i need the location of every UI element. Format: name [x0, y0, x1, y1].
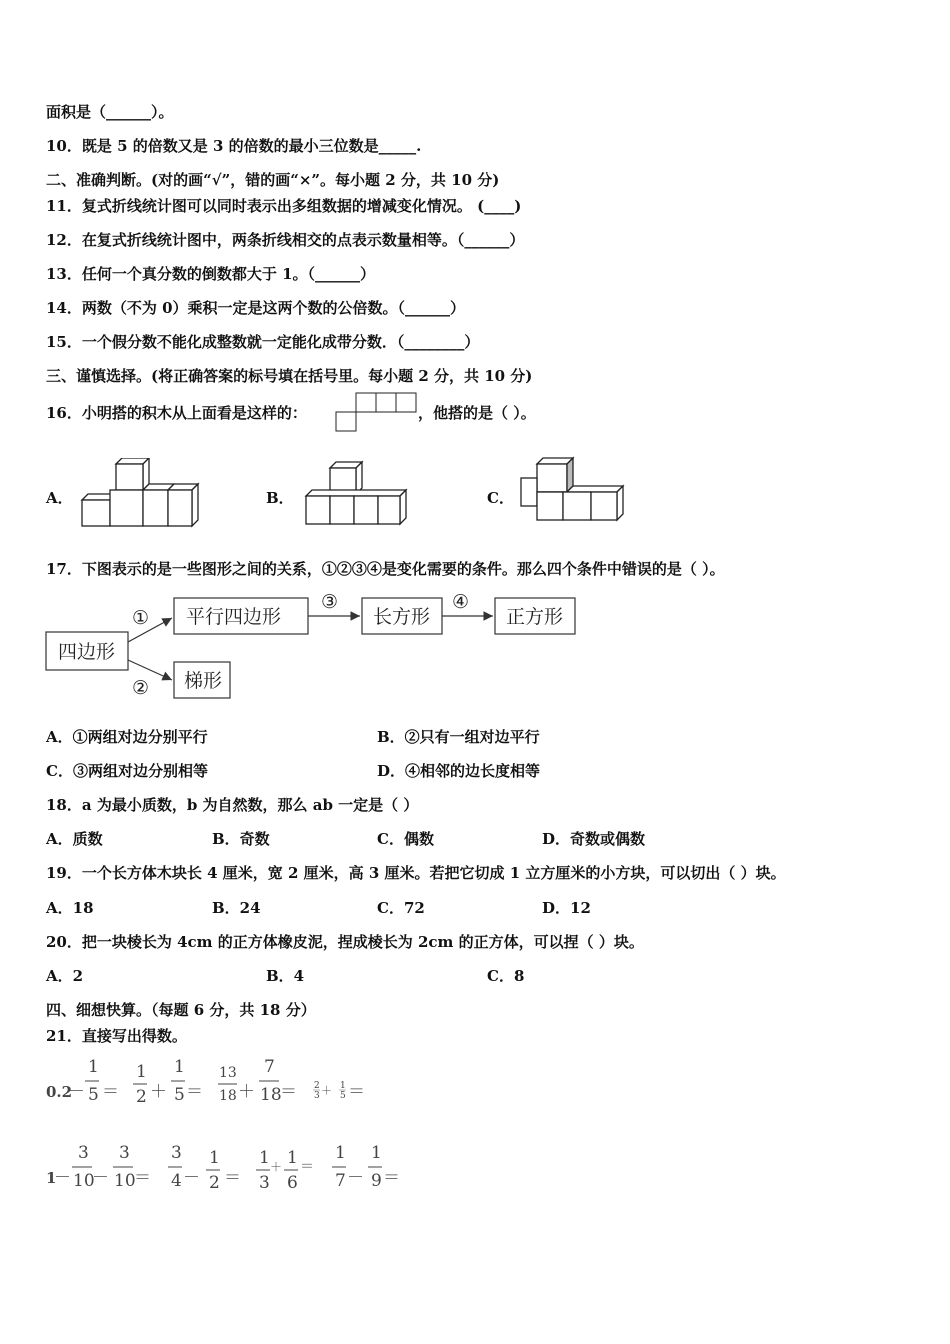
q16-option-a-blocks: [80, 458, 202, 528]
svg-text:2: 2: [209, 1173, 220, 1193]
svg-text:10: 10: [73, 1171, 95, 1191]
question-10: 10．既是 5 的倍数又是 3 的倍数的最小三位数是_____.: [46, 137, 422, 155]
question-14: 14．两数（不为 0）乘积一定是这两个数的公倍数。（______）: [46, 299, 466, 317]
q16-option-c-label: C．: [487, 489, 514, 507]
svg-text:5: 5: [340, 1091, 346, 1101]
svg-text:18: 18: [260, 1085, 282, 1105]
svg-text:＝: ＝: [300, 1159, 314, 1175]
question-11: 11．复式折线统计图可以同时表示出多组数据的增减变化情况。 (____): [46, 197, 522, 215]
shape-relation-diagram: [44, 590, 584, 702]
q20-option-a: A．2: [46, 967, 84, 985]
section-4-heading: 四、细想快算。（每题 6 分，共 18 分）: [46, 1001, 316, 1019]
svg-text:－: －: [183, 1168, 200, 1188]
svg-text:－: －: [68, 1082, 85, 1102]
svg-text:＝: ＝: [383, 1168, 400, 1188]
label-trapezoid: 梯形: [184, 670, 223, 692]
svg-text:＋: ＋: [238, 1082, 255, 1102]
condition-3: ③: [321, 591, 339, 613]
lead-1: 1: [46, 1169, 57, 1187]
question-13: 13．任何一个真分数的倒数都大于 1。（______）: [46, 265, 376, 283]
svg-text:5: 5: [174, 1085, 185, 1105]
q16-option-c-blocks: [517, 456, 635, 528]
svg-text:－: －: [92, 1168, 109, 1188]
q16-option-b-blocks: [300, 458, 418, 528]
svg-text:7: 7: [264, 1057, 275, 1077]
svg-text:＋: ＋: [321, 1084, 332, 1097]
svg-text:－: －: [347, 1168, 364, 1188]
svg-text:1: 1: [259, 1148, 270, 1168]
question-16-text: 16．小明搭的积木从上面看是这样的：: [46, 404, 307, 422]
q17-option-c: C．③两组对边分别相等: [46, 762, 208, 780]
question-17: 17．下图表示的是一些图形之间的关系，①②③④是变化需要的条件。那么四个条件中错误的是（ ）。: [46, 560, 725, 578]
question-20: 20．把一块棱长为 4cm 的正方体橡皮泥，捏成棱长为 2cm 的正方体，可以捏（ ）块。: [46, 933, 644, 951]
svg-text:1: 1: [174, 1057, 185, 1077]
svg-text:1: 1: [136, 1062, 147, 1082]
q17-option-d: D．④相邻的边长度相等: [377, 762, 541, 780]
top-view-grid: [334, 392, 418, 434]
svg-text:＝: ＝: [280, 1082, 297, 1102]
svg-text:1: 1: [209, 1148, 220, 1168]
condition-1: ①: [132, 607, 150, 629]
condition-2: ②: [132, 677, 150, 699]
svg-text:6: 6: [287, 1173, 298, 1193]
svg-text:1: 1: [88, 1057, 99, 1077]
q19-option-b: B．24: [212, 899, 261, 917]
question-19: 19．一个长方体木块长 4 厘米，宽 2 厘米，高 3 厘米。若把它切成 1 立方厘米的小方块，可以切出（ ）块。: [46, 864, 786, 882]
q16-option-a-label: A．: [46, 489, 73, 507]
svg-text:7: 7: [335, 1171, 346, 1191]
q17-option-a: A．①两组对边分别平行: [46, 728, 208, 746]
q19-option-a: A．18: [46, 899, 94, 917]
question-16-tail: ，他搭的是（ ）。: [418, 404, 536, 422]
label-parallelogram: 平行四边形: [186, 606, 282, 628]
svg-text:＝: ＝: [186, 1082, 203, 1102]
svg-text:3: 3: [259, 1173, 270, 1193]
svg-text:1: 1: [371, 1143, 382, 1163]
label-quadrilateral: 四边形: [58, 641, 116, 663]
label-square: 正方形: [506, 606, 564, 628]
q20-option-b: B．4: [266, 967, 305, 985]
q9-tail: 面积是（______）。: [46, 103, 174, 121]
calc-row-1: [44, 1052, 384, 1108]
svg-text:5: 5: [88, 1085, 99, 1105]
condition-4: ④: [452, 591, 470, 613]
svg-text:＋: ＋: [270, 1160, 283, 1174]
q20-option-c: C．8: [487, 967, 525, 985]
question-15: 15．一个假分数不能化成整数就一定能化成带分数．（________）: [46, 333, 480, 351]
svg-text:2: 2: [136, 1087, 147, 1107]
q18-option-c: C．偶数: [377, 830, 434, 848]
svg-text:＝: ＝: [134, 1168, 151, 1188]
svg-text:3: 3: [119, 1143, 130, 1163]
svg-text:4: 4: [171, 1171, 182, 1191]
svg-text:－: －: [54, 1168, 71, 1188]
svg-text:3: 3: [78, 1143, 89, 1163]
svg-text:3: 3: [314, 1091, 320, 1101]
question-18: 18．a 为最小质数，b 为自然数，那么 ab 一定是（ ）: [46, 796, 419, 814]
q18-option-a: A．质数: [46, 830, 103, 848]
svg-text:1: 1: [340, 1081, 346, 1091]
q19-option-c: C．72: [377, 899, 425, 917]
q18-option-d: D．奇数或偶数: [542, 830, 646, 848]
svg-text:2: 2: [314, 1081, 320, 1091]
q19-option-d: D．12: [542, 899, 591, 917]
svg-text:＋: ＋: [150, 1082, 167, 1102]
svg-text:＝: ＝: [224, 1168, 241, 1188]
q16-option-b-label: B．: [266, 489, 294, 507]
svg-text:1: 1: [335, 1143, 346, 1163]
svg-text:13: 13: [219, 1065, 237, 1081]
calc-row-2: [44, 1138, 414, 1194]
question-21: 21．直接写出得数。: [46, 1027, 187, 1045]
svg-text:1: 1: [287, 1148, 298, 1168]
svg-text:10: 10: [114, 1171, 136, 1191]
question-12: 12．在复式折线统计图中，两条折线相交的点表示数量相等。（______）: [46, 231, 525, 249]
lead-0-2: 0.2: [46, 1083, 73, 1101]
svg-text:3: 3: [171, 1143, 182, 1163]
svg-text:＝: ＝: [102, 1082, 119, 1102]
section-3-heading: 三、谨慎选择。(将正确答案的标号填在括号里。每小题 2 分，共 10 分): [46, 367, 533, 385]
svg-text:18: 18: [219, 1088, 237, 1104]
svg-text:＝: ＝: [348, 1082, 365, 1102]
label-rectangle: 长方形: [373, 606, 431, 628]
q18-option-b: B．奇数: [212, 830, 270, 848]
q17-option-b: B．②只有一组对边平行: [377, 728, 540, 746]
svg-text:9: 9: [371, 1171, 382, 1191]
section-2-heading: 二、准确判断。(对的画“√”，错的画“×”。每小题 2 分，共 10 分): [46, 171, 500, 189]
